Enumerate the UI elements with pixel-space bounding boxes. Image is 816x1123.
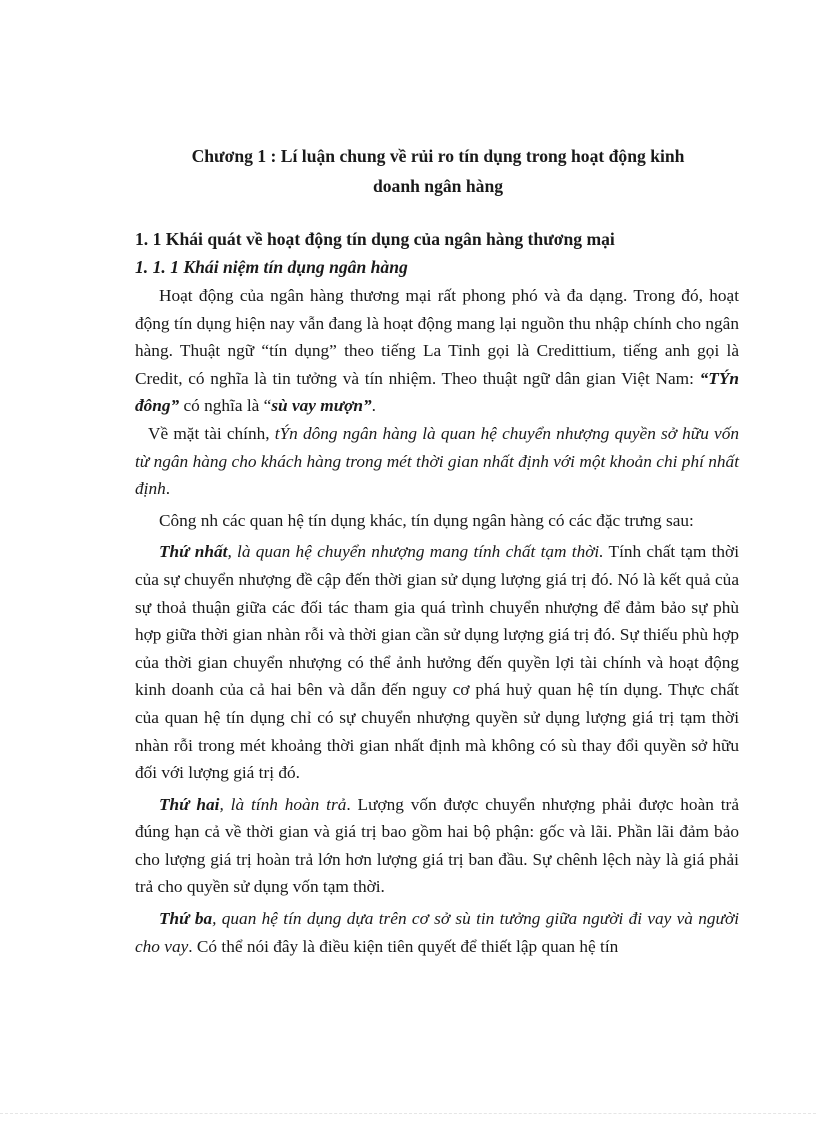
subsection-heading: 1. 1. 1 Khái niệm tín dụng ngân hàng — [135, 257, 408, 277]
paragraph-3: Công nh các quan hệ tín dụng khác, tín dụng ngân hàng có các đặc trưng sau: — [159, 510, 694, 530]
chapter-title-line-1: Chương 1 : Lí luận chung về rủi ro tín dụng trong hoạt động kinh — [191, 146, 685, 166]
paragraph-2: Về mặt tài chính, tÝn dông ngân hàng là quan hệ chuyển nhượng quyền sở hữu vốn từ ngân hàng cho khách hàng trong mét thời gian nhất định với một khoản chi phí nhất định. — [135, 423, 739, 499]
chapter-title — [120, 141, 756, 201]
paragraph-1: Hoạt động của ngân hàng thương mại rất phong phó và đa dạng. Trong đó, hoạt động tín dụng hiện nay vẫn đang là hoạt động mang lại nguồn thu nhập chính cho ngân hàng. Thuật ngữ “tín dụng” theo tiếng La Tinh gọi là Credittium, tiếng anh gọi là Credit, có nghĩa là tin tưởng và tín nhiệm. Theo thuật ngữ dân gian Việt Nam: “TÝn đông” có nghĩa là “sù vay mượn”. — [135, 286, 739, 416]
paragraph-5: Thứ hai, là tính hoàn trả. Lượng vốn được chuyển nhượng phải được hoàn trả đúng hạn cả về thời gian và giá trị bao gồm hai bộ phận: gốc và lãi. Phần lãi đảm bảo cho lượng giá trị hoàn trả lớn hơn lượng giá trị ban đầu. Sự chênh lệch này là giá phải trả cho quyền sử dụng vốn tạm thời. — [135, 794, 739, 897]
page-bottom-rule — [0, 1113, 816, 1114]
body-text — [135, 282, 739, 960]
section-heading: 1. 1 Khái quát về hoạt động tín dụng của ngân hàng thương mại — [135, 229, 615, 249]
paragraph-6: Thứ ba, quan hệ tín dụng dựa trên cơ sở sù tin tưởng giữa người đi vay và người cho vay. Có thể nói đây là điều kiện tiên quyết để thiết lập quan hệ tín — [135, 909, 739, 956]
chapter-title-line-2: doanh ngân hàng — [372, 176, 504, 196]
paragraph-4: Thứ nhất, là quan hệ chuyển nhượng mang tính chất tạm thời. Tính chất tạm thời của sự chuyển nhượng đề cập đến thời gian sử dụng lượng giá trị đó. Nó là kết quả của sự thoả thuận giữa các đối tác tham gia quá trình chuyển nhượng để đảm bảo sự phù hợp giữa thời gian nhàn rỗi và thời gian cần sử dụng lượng giá trị đó. Sự thiếu phù hợp của thời gian chuyển nhượng có thể ảnh hưởng đến quyền lợi tài chính và hoạt động kinh doanh của cả hai bên và dẫn đến nguy cơ phá huỷ quan hệ tín dụng. Thực chất của quan hệ tín dụng chỉ có sự chuyển nhượng quyền sử dụng lượng giá trị tạm thời nhàn rỗi trong mét khoảng thời gian nhất định mà không có sù thay đổi quyền sở hữu đối với lượng giá trị đó. — [135, 542, 739, 783]
